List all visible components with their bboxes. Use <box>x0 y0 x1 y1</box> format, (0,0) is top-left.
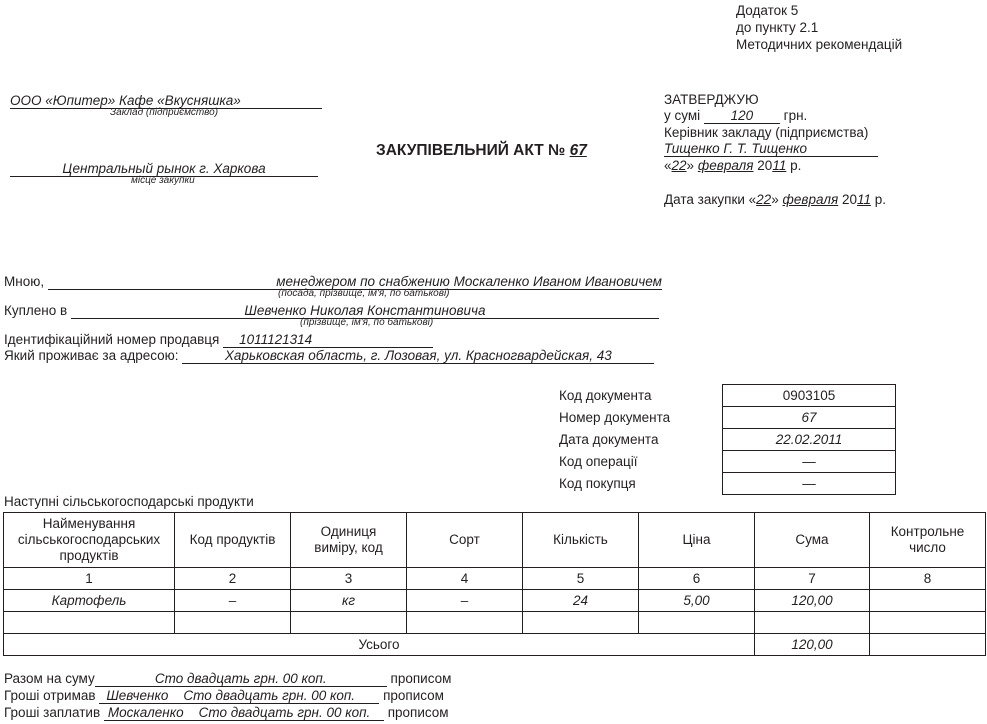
date-suffix: р. <box>790 158 802 173</box>
appendix-line-2: до пункту 2.1 <box>736 20 819 35</box>
table-cell <box>870 590 986 612</box>
column-header: Одиниця виміру, код <box>291 513 407 568</box>
table-cell: Картофель <box>4 590 175 612</box>
address-row <box>4 348 654 364</box>
code-label: Дата документа <box>559 432 659 447</box>
date-quote-open: « <box>664 158 672 173</box>
appendix-line-1: Додаток 5 <box>736 3 799 18</box>
code-label: Код документа <box>559 388 652 403</box>
code-label: Код операції <box>559 454 638 469</box>
code-value: 22.02.2011 <box>723 429 896 451</box>
purchase-date-year: 11 <box>856 192 871 207</box>
sum-value: 120 <box>704 108 780 124</box>
products-heading: Наступні сільськогосподарські продукти <box>4 494 254 509</box>
place-value: Центральный рынок г. Харкова <box>10 161 318 177</box>
footer-received-label: Гроші отримав <box>4 688 96 703</box>
bought-from-label: Куплено в <box>4 303 68 318</box>
approval-heading: ЗАТВЕРДЖУЮ <box>664 92 759 107</box>
purchase-date-month: февраля <box>782 192 839 207</box>
table-header-row <box>4 513 986 568</box>
column-number: 4 <box>407 568 523 590</box>
place-caption: місце закупки <box>131 175 195 186</box>
column-number: 8 <box>870 568 986 590</box>
purchase-date-label: Дата закупки « <box>664 192 757 207</box>
footer-received-name: Шевченко <box>106 688 169 703</box>
footer-received-sum: Сто двадцать грн. 00 коп. <box>183 688 356 703</box>
footer-words: прописом <box>390 671 452 686</box>
code-row <box>553 473 896 495</box>
purchase-date-suffix: р. <box>874 192 887 207</box>
title-number: 67 <box>569 142 587 159</box>
code-value: — <box>723 451 896 473</box>
products-table <box>3 512 986 656</box>
code-row <box>553 429 896 451</box>
column-number: 6 <box>639 568 755 590</box>
column-number: 2 <box>175 568 291 590</box>
approval-head-title: Керівник закладу (підприємства) <box>664 125 869 140</box>
column-header: Контрольне число <box>870 513 986 568</box>
bought-from-value: Шевченко Николая Константиновича <box>71 303 659 319</box>
footer-words: прописом <box>387 705 449 720</box>
table-cell <box>870 634 986 656</box>
approval-signer <box>664 141 878 157</box>
table-cell: 120,00 <box>755 590 870 612</box>
footer-paid-row <box>4 705 449 721</box>
table-cell: 5,00 <box>639 590 755 612</box>
establishment-caption: Заклад (підприємство) <box>110 107 219 118</box>
column-number-row <box>4 568 986 590</box>
table-cell <box>4 612 175 634</box>
by-me-caption: (посада, прізвище, ім'я, по батькові) <box>278 288 450 299</box>
footer-paid-value <box>104 705 384 721</box>
code-value: 67 <box>723 407 896 429</box>
seller-id-label: Ідентифікаційний номер продавця <box>4 332 220 347</box>
title-text: ЗАКУПІВЕЛЬНИЙ АКТ № <box>376 142 566 159</box>
footer-total-row <box>4 671 451 687</box>
footer-received-row <box>4 688 444 704</box>
code-value: 0903105 <box>723 385 896 407</box>
bought-from-caption: (прізвище, ім'я, по батькові) <box>300 317 434 328</box>
approval-sum <box>664 108 807 124</box>
footer-total-value: Сто двадцать грн. 00 коп. <box>95 671 387 687</box>
total-value: 120,00 <box>755 634 870 656</box>
footer-words: прописом <box>383 688 444 703</box>
date-year: 11 <box>772 158 787 173</box>
code-value: — <box>723 473 896 495</box>
approval-date <box>664 158 801 173</box>
column-number: 1 <box>4 568 175 590</box>
code-row <box>553 385 896 407</box>
table-cell <box>870 612 986 634</box>
total-label: Усього <box>4 634 755 656</box>
sum-suffix: грн. <box>783 108 808 123</box>
table-cell <box>639 612 755 634</box>
footer-paid-name: Москаленко <box>107 705 184 720</box>
date-month: февраля <box>697 158 754 173</box>
table-cell: кг <box>291 590 407 612</box>
sum-prefix: у сумі <box>664 108 701 123</box>
date-day: 22 <box>671 158 687 173</box>
table-cell <box>291 612 407 634</box>
column-number: 7 <box>755 568 870 590</box>
table-cell <box>523 612 639 634</box>
footer-received-value <box>99 688 379 704</box>
table-cell: – <box>407 590 523 612</box>
signer-value: Тищенко Г. Т. Тищенко <box>664 141 878 157</box>
column-header: Кількість <box>523 513 639 568</box>
document-title <box>376 142 587 160</box>
address-value: Харьковская область, г. Лозовая, ул. Красногвардейская, 43 <box>182 348 654 364</box>
code-row <box>553 407 896 429</box>
purchase-date <box>664 192 886 207</box>
purchase-date-day: 22 <box>756 192 772 207</box>
date-quote-close: » <box>686 158 695 173</box>
table-cell: 24 <box>523 590 639 612</box>
footer-total-label: Разом на суму <box>4 671 95 686</box>
establishment-value: ООО «Юпитер» Кафе «Вкусняшка» <box>10 93 322 109</box>
column-header: Ціна <box>639 513 755 568</box>
column-header: Сума <box>755 513 870 568</box>
table-cell <box>755 612 870 634</box>
table-cell <box>407 612 523 634</box>
column-header: Код продуктів <box>175 513 291 568</box>
purchase-date-year-prefix: 20 <box>841 192 857 207</box>
appendix-line-3: Методичних рекомендацій <box>736 37 903 52</box>
total-row <box>4 634 986 656</box>
table-row <box>4 590 986 612</box>
table-cell: – <box>175 590 291 612</box>
table-row <box>4 612 986 634</box>
seller-id-row <box>4 332 433 348</box>
address-label: Який проживає за адресою: <box>4 348 179 363</box>
document-codes-table <box>553 384 896 495</box>
by-me-value: менеджером по снабжению Москаленко Иваном Ивановичем <box>48 274 662 290</box>
column-header: Найменування сільськогосподарських продуктів <box>4 513 175 568</box>
column-number: 3 <box>291 568 407 590</box>
purchase-date-close: » <box>771 192 779 207</box>
table-cell <box>175 612 291 634</box>
column-header: Сорт <box>407 513 523 568</box>
code-row <box>553 451 896 473</box>
by-me-label: Мною, <box>4 274 45 289</box>
code-label: Номер документа <box>559 410 671 425</box>
footer-paid-sum: Сто двадцать грн. 00 коп. <box>198 705 371 720</box>
seller-id-value: 1011121314 <box>223 332 433 348</box>
date-year-prefix: 20 <box>757 158 773 173</box>
footer-paid-label: Гроші заплатив <box>4 705 101 720</box>
code-label: Код покупця <box>559 476 636 491</box>
column-number: 5 <box>523 568 639 590</box>
